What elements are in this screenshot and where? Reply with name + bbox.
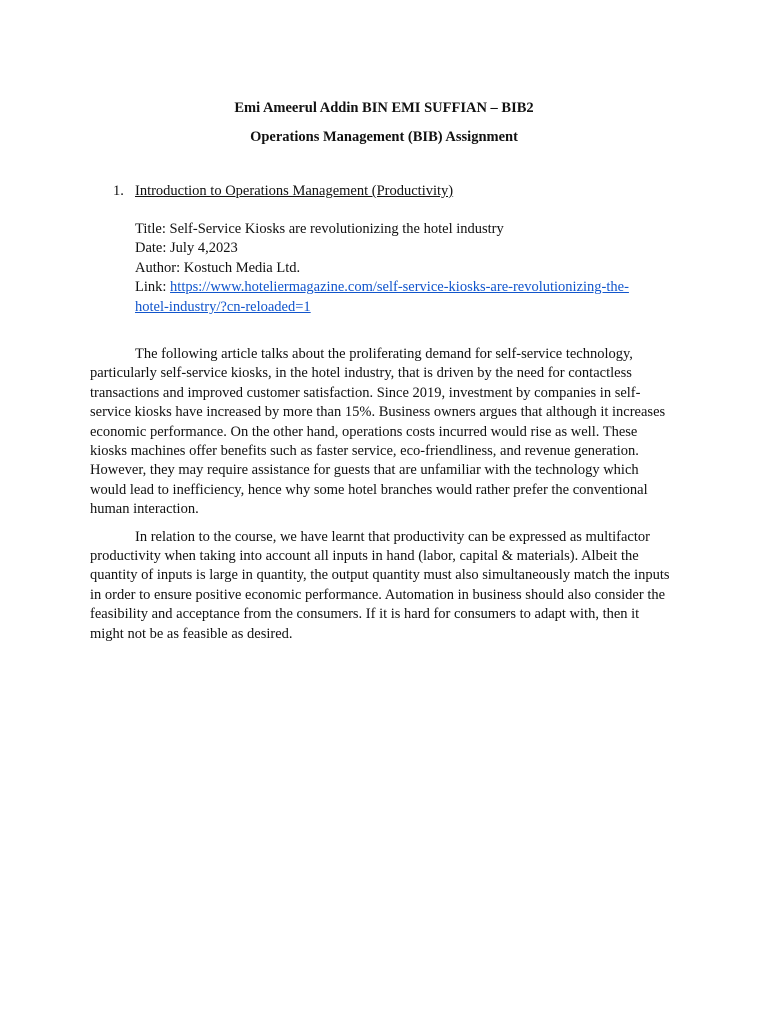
section-heading-text: Introduction to Operations Management (Productivity) xyxy=(135,183,454,199)
meta-link-label: Link: xyxy=(135,279,167,296)
meta-title-value: Self-Service Kiosks are revolutionizing the hotel industry xyxy=(169,221,504,237)
article-link-part1[interactable]: https://www.hoteliermagazine.com/self-service-kiosks-are-revolutionizing-the- xyxy=(170,279,629,296)
section-number: 1. xyxy=(113,183,124,199)
paragraph-relation: In relation to the course, we have learnt that productivity can be expressed as multifactor productivity when taking into account all inputs in hand (labor, capital & materials). Albeit the quantity of inputs is large in quantity, the output quantity must also simultaneously match the inputs in order to ensure positive economic performance. Automation in business should also consider the feasibility and acceptance from the consumers. If it is hard for consumers to adapt with, then it might not be as feasible as desired. xyxy=(90,528,670,642)
meta-author-value: Kostuch Media Ltd. xyxy=(183,259,301,276)
meta-date-row xyxy=(135,239,680,258)
document-header xyxy=(0,94,768,152)
article-link-part2[interactable]: hotel-industry/?cn-reloaded=1 xyxy=(135,298,311,315)
author-line: Emi Ameerul Addin BIN EMI SUFFIAN – BIB2 xyxy=(234,100,534,116)
section-heading xyxy=(90,181,680,201)
section-1 xyxy=(90,181,680,317)
meta-title-label: Title: xyxy=(135,221,166,237)
meta-date-value: July 4,2023 xyxy=(170,240,238,257)
meta-author-label: Author: xyxy=(135,259,181,276)
meta-date-label: Date: xyxy=(135,240,167,257)
meta-link-row xyxy=(135,278,680,317)
assignment-title: Operations Management (BIB) Assignment xyxy=(250,129,518,145)
paragraph-summary: The following article talks about the proliferating demand for self-service technology, particularly self-service kiosks, in the hotel industry, that is driven by the need for contactless transactions and improved customer satisfaction. Since 2019, investment by companies in self-service kiosks have increased by more than 15%. Business owners argues that although it increases economic performance. On the other hand, operations costs incurred would rise as well. These kiosks machines offer benefits such as faster service, eco-friendliness, and revenue generation. However, they may require assistance for guests that are unfamiliar with the technology which would lead to inefficiency, hence why some hotel branches would rather prefer the conventional human interaction. xyxy=(90,346,666,518)
article-meta xyxy=(135,220,680,317)
meta-author-row xyxy=(135,259,680,278)
body-text xyxy=(90,345,670,652)
meta-title-row xyxy=(135,220,680,239)
